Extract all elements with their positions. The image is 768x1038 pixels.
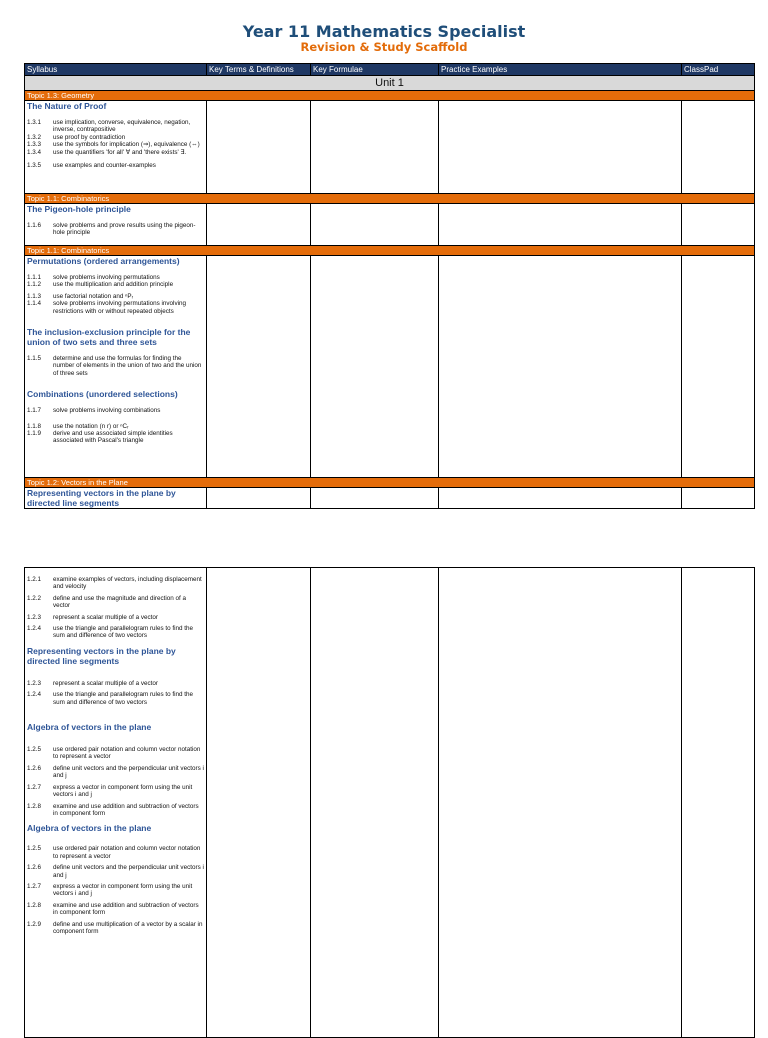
key-formulae-cell[interactable] (311, 204, 439, 246)
topic-row-combinatorics (25, 194, 755, 204)
list-item: 1.1.6 solve problems and prove results using the pigeon-hole principle (27, 222, 196, 237)
col-key-formulae: Key Formulae (311, 64, 439, 76)
classpad-cell[interactable] (682, 204, 755, 246)
list-item: 1.2.1 examine examples of vectors, including displacement and velocity (27, 576, 202, 591)
practice-examples-cell[interactable] (439, 568, 682, 1038)
section-heading: Representing vectors in the plane by directed line segments (27, 488, 176, 508)
topic-row-vectors (25, 478, 755, 488)
section-row-proof (25, 101, 755, 194)
scaffold-table-page-2 (24, 567, 755, 1038)
classpad-cell[interactable] (682, 101, 755, 194)
list-item: 1.2.8 examine and use addition and subtraction of vectors in component form (27, 901, 199, 917)
topic-row-combinatorics (25, 246, 755, 256)
list-item: 1.2.7 express a vector in component form using the unit vectors i and j (27, 783, 193, 799)
section-heading: Representing vectors in the plane by directed line segments (27, 645, 176, 666)
list-item: 1.2.6 define unit vectors and the perpendicular unit vectors i and j (27, 864, 204, 879)
list-item: 1.3.2 use proof by contradiction (27, 133, 126, 141)
list-item: 1.2.4 use the triangle and parallelogram rules to find the sum and difference of two vectors (27, 625, 194, 640)
list-item: 1.1.2 use the multiplication and addition principle (27, 281, 174, 289)
list-item: 1.1.9 derive and use associated simple identities associated with Pascal's triangle (27, 430, 173, 445)
section-row-permutations (25, 256, 755, 478)
list-item: 1.2.3 represent a scalar multiple of a vector (27, 679, 158, 687)
section-heading: The Nature of Proof (27, 101, 107, 111)
section-heading: The inclusion-exclusion principle for the union of two sets and three sets (27, 327, 191, 348)
list-item: 1.3.4 use the quantifiers 'for all' ∀ and 'there exists' ∃. (27, 148, 187, 156)
column-header-row (25, 64, 755, 76)
syllabus-cell (25, 204, 207, 246)
document-title: Year 11 Mathematics Specialist (242, 22, 526, 41)
list-item: 1.2.4 use the triangle and parallelogram rules to find the sum and difference of two vectors (27, 691, 194, 706)
key-terms-cell[interactable] (207, 488, 311, 509)
syllabus-cell (25, 256, 207, 478)
key-terms-cell[interactable] (207, 256, 311, 478)
section-heading: The Pigeon-hole principle (27, 204, 131, 214)
list-item: 1.3.1 use implication, converse, equivalence, negation, inverse, contrapositive (27, 119, 191, 134)
topic-label: Topic 1.1: Combinatorics (25, 246, 755, 256)
topic-label: Topic 1.2: Vectors in the Plane (25, 478, 755, 488)
section-heading: Permutations (ordered arrangements) (27, 256, 180, 266)
key-terms-cell[interactable] (207, 204, 311, 246)
scaffold-table-page-1 (24, 63, 755, 509)
key-formulae-cell[interactable] (311, 256, 439, 478)
list-item: 1.1.8 use the notation (n r) or ⁿCᵣ (27, 422, 129, 430)
list-item: 1.1.3 use factorial notation and ⁿPᵣ (27, 292, 134, 300)
topic-label: Topic 1.3: Geometry (25, 91, 755, 101)
list-item: 1.3.3 use the symbols for implication (⇒), equivalence (⇔) (27, 141, 200, 149)
section-row-vectors-heading (25, 488, 755, 509)
section-row-pigeon-hole (25, 204, 755, 246)
list-item: 1.2.5 use ordered pair notation and column vector notation to represent a vector (27, 746, 201, 761)
list-item: 1.1.7 solve problems involving combinations (27, 407, 161, 415)
col-key-terms: Key Terms & Definitions (207, 64, 311, 76)
section-heading: Combinations (unordered selections) (27, 389, 178, 400)
list-item: 1.1.5 determine and use the formulas for finding the number of elements in the union of two and the union of three sets (27, 355, 202, 377)
section-heading: Algebra of vectors in the plane (27, 722, 152, 733)
key-terms-cell[interactable] (207, 101, 311, 194)
col-classpad: ClassPad (682, 64, 755, 76)
topic-label: Topic 1.1: Combinatorics (25, 194, 755, 204)
practice-examples-cell[interactable] (439, 101, 682, 194)
syllabus-cell (25, 101, 207, 194)
section-heading: Algebra of vectors in the plane (27, 823, 152, 834)
practice-examples-cell[interactable] (439, 256, 682, 478)
list-item: 1.2.2 define and use the magnitude and direction of a vector (27, 594, 187, 610)
key-formulae-cell[interactable] (311, 568, 439, 1038)
classpad-cell[interactable] (682, 256, 755, 478)
key-terms-cell[interactable] (207, 568, 311, 1038)
syllabus-cell (25, 488, 207, 509)
list-item: 1.2.5 use ordered pair notation and column vector notation to represent a vector (27, 845, 201, 860)
col-practice-examples: Practice Examples (439, 64, 682, 76)
list-item: 1.2.3 represent a scalar multiple of a vector (27, 613, 158, 621)
key-formulae-cell[interactable] (311, 488, 439, 509)
practice-examples-cell[interactable] (439, 488, 682, 509)
classpad-cell[interactable] (682, 488, 755, 509)
list-item: 1.2.9 define and use multiplication of a vector by a scalar in component form (27, 920, 203, 935)
syllabus-cell (25, 568, 207, 1038)
col-syllabus: Syllabus (25, 64, 207, 76)
list-item: 1.3.5 use examples and counter-examples (27, 162, 156, 170)
list-item: 1.2.8 examine and use addition and subtraction of vectors in component form (27, 802, 199, 817)
practice-examples-cell[interactable] (439, 204, 682, 246)
list-item: 1.1.1 solve problems involving permutations (27, 274, 160, 281)
list-item: 1.1.4 solve problems involving permutations involving restrictions with or without repeated objects (27, 300, 187, 315)
key-formulae-cell[interactable] (311, 101, 439, 194)
unit-label: Unit 1 (25, 76, 755, 91)
list-item: 1.2.6 define unit vectors and the perpendicular unit vectors i and j (27, 764, 204, 780)
section-row-vectors (25, 568, 755, 1038)
unit-row (25, 76, 755, 91)
topic-row-geometry (25, 91, 755, 101)
document-subtitle: Revision & Study Scaffold (300, 40, 468, 54)
list-item: 1.2.7 express a vector in component form using the unit vectors i and j (27, 882, 193, 898)
classpad-cell[interactable] (682, 568, 755, 1038)
